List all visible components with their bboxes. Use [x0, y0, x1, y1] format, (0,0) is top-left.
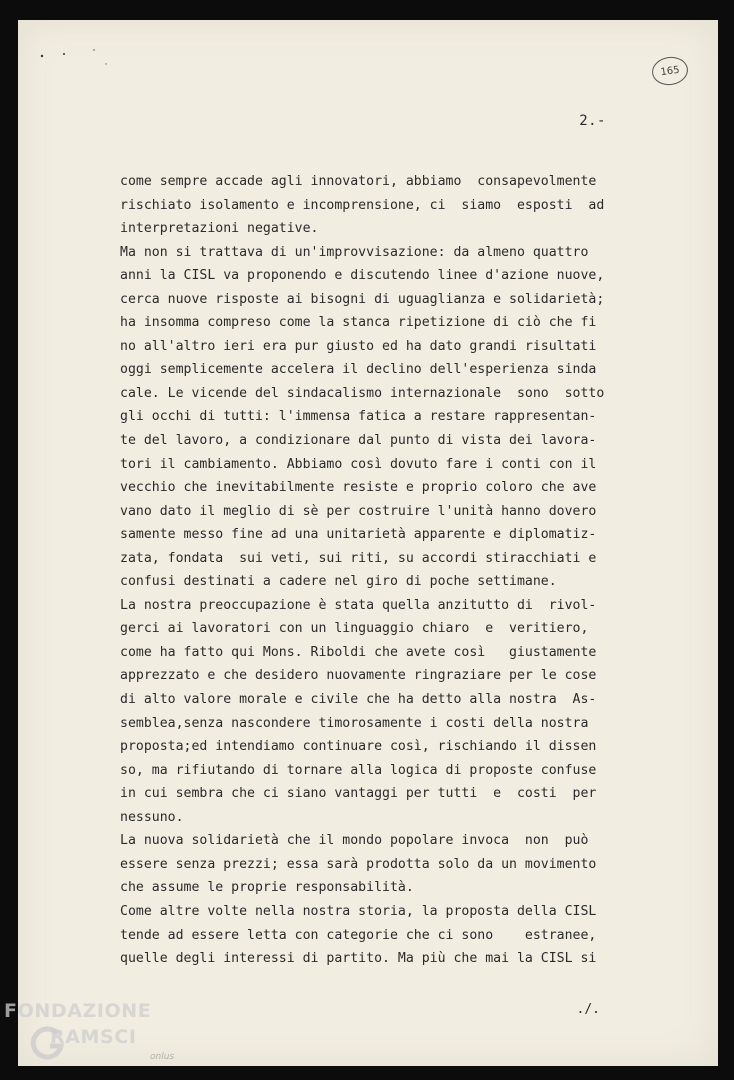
text-line: che assume le proprie responsabilità. [120, 880, 414, 896]
text-line: vecchio che inevitabilmente resiste e proprio coloro che ave [120, 480, 597, 496]
text-line: no all'altro ieri era pur giusto ed ha dato grandi risultati [120, 338, 597, 354]
text-line: te del lavoro, a condizionare dal punto di vista dei lavora- [120, 433, 597, 449]
text-line: nessuno. [120, 809, 184, 825]
watermark-line2: RAMSCI [50, 1026, 137, 1048]
typewritten-body [120, 170, 620, 971]
text-line: rischiato isolamento e incomprensione, ci siamo esposti ad [120, 197, 605, 213]
text-line: Ma non si trattava di un'improvvisazione: da almeno quattro [120, 244, 589, 260]
text-line: quelle degli interessi di partito. Ma più che mai la CISL si [120, 951, 597, 967]
watermark-line1: FONDAZIONE [4, 1000, 152, 1022]
text-line: La nostra preoccupazione è stata quella anzitutto di rivol- [120, 597, 597, 613]
text-line: proposta;ed intendiamo continuare così, rischiando il dissen [120, 739, 597, 755]
text-line: samente messo fine ad una unitarietà apparente e diplomatiz- [120, 527, 597, 543]
text-line: come ha fatto qui Mons. Riboldi che avete così giustamente [120, 644, 597, 660]
text-line: essere senza prezzi; essa sarà prodotta solo da un movimento [120, 856, 597, 872]
text-line: apprezzato e che desidero nuovamente ringraziare per le cose [120, 668, 597, 684]
text-line: Come altre volte nella nostra storia, la proposta della CISL [120, 903, 597, 919]
text-line: tori il cambiamento. Abbiamo così dovuto fare i conti con il [120, 456, 597, 472]
text-line: interpretazioni negative. [120, 221, 319, 237]
text-line: anni la CISL va proponendo e discutendo linee d'azione nuove, [120, 268, 605, 284]
text-line: La nuova solidarietà che il mondo popolare invoca non può [120, 833, 589, 849]
watermark-line3: onlus [150, 1052, 175, 1062]
text-line: gli occhi di tutti: l'immensa fatica a restare rappresentan- [120, 409, 597, 425]
text-line: gerci ai lavoratori con un linguaggio chiaro e veritiero, [120, 621, 589, 637]
text-line: cale. Le vicende del sindacalismo internazionale sono sotto [120, 385, 605, 401]
text-line: di alto valore morale e civile che ha detto alla nostra As- [120, 692, 597, 708]
text-line: come sempre accade agli innovatori, abbiamo consapevolmente [120, 174, 597, 189]
text-line: semblea,senza nascondere timorosamente i costi della nostra [120, 715, 589, 731]
text-line: cerca nuove risposte ai bisogni di uguaglianza e solidarietà; [120, 291, 605, 307]
archive-stamp: 165 [650, 55, 690, 88]
text-line: oggi semplicemente accelera il declino dell'esperienza sinda [120, 362, 597, 378]
document-page [18, 20, 718, 1066]
text-line: tende ad essere letta con categorie che ci sono estranee, [120, 927, 597, 943]
text-line: ha insomma compreso come la stanca ripetizione di ciò che fi [120, 315, 597, 331]
paper-specks [38, 46, 108, 66]
text-line: so, ma rifiutando di tornare alla logica di proposte confuse [120, 762, 597, 778]
continuation-mark: ./. [576, 1002, 600, 1017]
fondazione-gramsci-watermark [4, 1000, 184, 1078]
text-line: zata, fondata sui veti, sui riti, su accordi stiracchiati e [120, 550, 597, 566]
text-line: vano dato il meglio di sè per costruire l'unità hanno dovero [120, 503, 597, 519]
text-line: confusi destinati a cadere nel giro di poche settimane. [120, 574, 557, 590]
page-number: 2.- [579, 113, 606, 129]
text-line: in cui sembra che ci siano vantaggi per tutti e costi per [120, 786, 597, 802]
